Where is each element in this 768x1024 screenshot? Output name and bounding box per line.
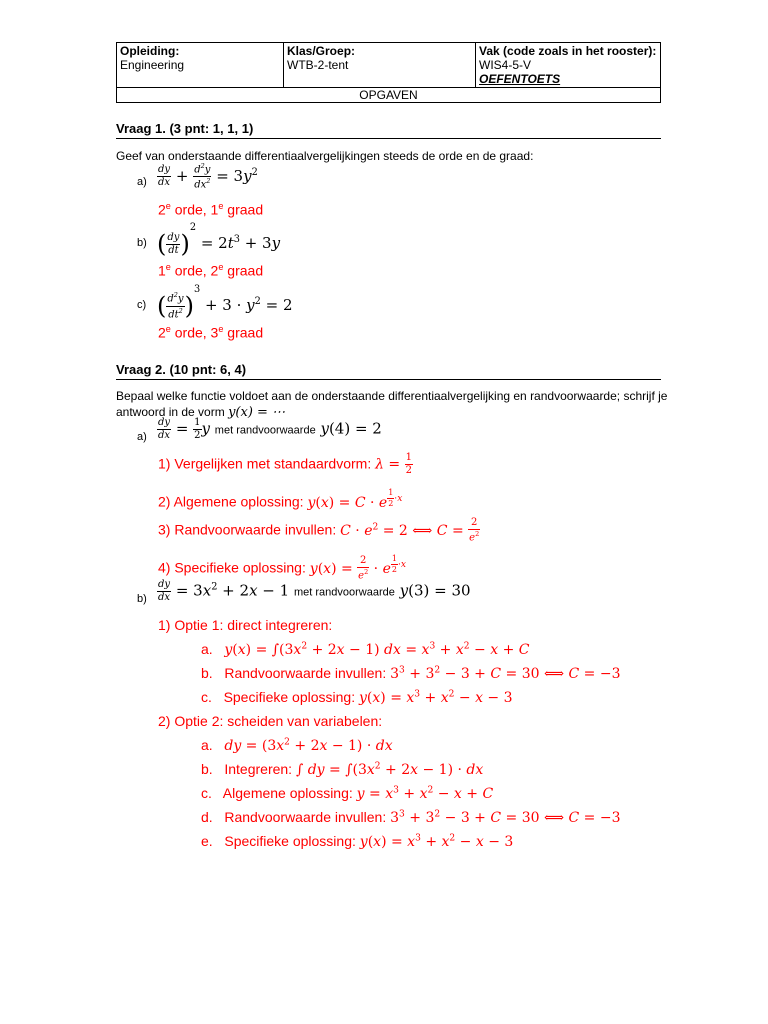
opgaven-heading: OPGAVEN <box>117 88 661 103</box>
q2-b-opt1-c-label: c. <box>201 689 212 705</box>
q2-b-opt1-b-label: b. <box>201 665 213 681</box>
q1-a-equation: $\frac{dy}{dx}$ + $\frac{d^2y}{dx^2}$ = $3y^2$ <box>158 162 258 191</box>
q1-b-answer: 1e orde, 2e graad <box>158 262 264 279</box>
q1-intro: Geef van onderstaande differentiaalvergelijkingen steeds de orde en de graad: <box>116 149 534 163</box>
q1-b-label: b) <box>137 237 147 249</box>
q2-b-opt1-c: c. Specifieke oplossing: $y(x) = x^3 + x^2 - x - 3$ <box>201 689 513 706</box>
q2-a-step-1-text: 1) Vergelijken met standaardvorm: <box>158 455 372 472</box>
q1-c-answer: 2e orde, 3e graad <box>158 324 264 341</box>
opleiding-cell <box>117 43 284 88</box>
q2-b-opt1-b-text: Randvoorwaarde invullen: <box>224 665 387 681</box>
q2-a-met: met randvoorwaarde <box>214 424 316 437</box>
vak-cell <box>476 43 661 88</box>
q2-b-opt1-a: a. $y(x) = \int(3x^2 + 2x - 1)$ dx = $x^3 + x^2 - x + C$ <box>201 641 530 658</box>
klas-value: WTB-2-tent <box>287 58 349 72</box>
q2-rule <box>116 379 661 380</box>
q2-a-step-3: 3) Randvoorwaarde invullen: $C \cdot e^2 = 2$ ⟺ C = $\frac{2}{e^2}$ <box>158 517 480 544</box>
klas-cell <box>284 43 476 88</box>
q2-b-opt2-b-label: b. <box>201 761 213 777</box>
q2-b-opt2-e-label: e. <box>201 833 213 849</box>
q2-a-step-3-text: 3) Randvoorwaarde invullen: <box>158 521 337 538</box>
q1-c-equation: ( $\frac{d^2y}{dt^2}$ )$^3 + 3 \cdot y^2 = 2$ <box>157 284 293 320</box>
q2-a-step-4-text: 4) Specifieke oplossing: <box>158 559 306 576</box>
q2-b-opt2-b: b. Integreren: ∫ dy = $\int(3x^2 + 2x - 1)$ · dx <box>201 761 484 778</box>
q2-b-opt2-d-text: Randvoorwaarde invullen: <box>224 809 387 825</box>
q2-a-step-1: 1) Vergelijken met standaardvorm: λ = $\frac{1}{2}$ <box>158 452 412 476</box>
vak-value: WIS4-5-V <box>479 58 532 72</box>
vak-label: Vak (code zoals in het rooster): <box>479 44 657 58</box>
q2-b-opt2-e-text: Specifieke oplossing: <box>224 833 356 849</box>
q1-title: Vraag 1. (3 pnt: 1, 1, 1) <box>116 121 254 136</box>
q2-a-equation: $\frac{dy}{dx}$ = $\frac{1}{2}$ y met randvoorwaarde y(4) = 2 <box>158 417 382 441</box>
q2-b-opt2-e: e. Specifieke oplossing: $y(x) = x^3 + x^2 - x - 3$ <box>201 833 514 850</box>
q2-b-opt1-c-text: Specifieke oplossing: <box>223 689 356 705</box>
q2-a-step-4: 4) Specifieke oplossing: y(x) = $\frac{2}{e^2}$ · e $^{\frac{1}{2} \cdot x}$ <box>158 554 407 582</box>
header-table <box>116 42 661 103</box>
q2-b-opt2-d: d. Randvoorwaarde invullen: $3^3 + 3^2 - 3 + C = 30$ ⟺ C = −3 <box>201 809 621 826</box>
q1-c-label: c) <box>137 299 147 311</box>
q2-a-step-2: 2) Algemene oplossing: y(x) = C · e $^{\frac{1}{2} \cdot x}$ <box>158 488 403 511</box>
q2-b-opt2-b-text: Integreren: <box>224 761 293 777</box>
q2-intro-math: y(x) = ⋯ <box>228 405 286 420</box>
q2-a-label: a) <box>137 431 147 443</box>
q2-b-opt2-c-label: c. <box>201 785 212 801</box>
q2-b-opt2-d-label: d. <box>201 809 213 825</box>
q2-a-step-2-text: 2) Algemene oplossing: <box>158 493 304 510</box>
q2-b-opt1-a-label: a. <box>201 641 213 657</box>
q1-a-answer: 2e orde, 1e graad <box>158 201 264 218</box>
q2-b-opt2-a: a. dy = $(3x^2 + 2x - 1)$ · dx <box>201 737 393 754</box>
q2-intro-line1: Bepaal welke functie voldoet aan de onderstaande differentiaalvergelijking en randvoorwaarde; schrijf je <box>116 389 668 403</box>
q2-b-met: met randvoorwaarde <box>293 586 395 599</box>
q2-b-opt1-b: b. Randvoorwaarde invullen: $3^3 + 3^2 - 3 + C = 30$ ⟺ C = −3 <box>201 665 621 682</box>
klas-label: Klas/Groep: <box>287 44 356 58</box>
q2-b-opt2-c-text: Algemene oplossing: <box>222 785 353 801</box>
q2-b-equation: $\frac{dy}{dx}$ = $3x^2 + 2x - 1$ met randvoorwaarde y(3) = 30 <box>158 579 471 603</box>
q2-b-label: b) <box>137 593 147 605</box>
q2-intro-text: antwoord in de vorm <box>116 405 225 419</box>
q2-b-option-1: 1) Optie 1: direct integreren: <box>158 617 333 633</box>
opleiding-label: Opleiding: <box>120 44 180 58</box>
q1-b-equation: ( $\frac{dy}{dt}$ )$^2 = 2t^3 + 3y$ <box>157 222 281 258</box>
q1-rule <box>116 138 661 139</box>
q2-b-opt2-a-label: a. <box>201 737 213 753</box>
vak-type: OEFENTOETS <box>479 72 561 86</box>
q2-b-opt2-c: c. Algemene oplossing: $y = x^3 + x^2 - x + C$ <box>201 785 494 802</box>
q2-title: Vraag 2. (10 pnt: 6, 4) <box>116 362 247 377</box>
opleiding-value: Engineering <box>120 58 185 72</box>
q1-a-label: a) <box>137 176 147 188</box>
q2-b-option-2: 2) Optie 2: scheiden van variabelen: <box>158 713 383 729</box>
